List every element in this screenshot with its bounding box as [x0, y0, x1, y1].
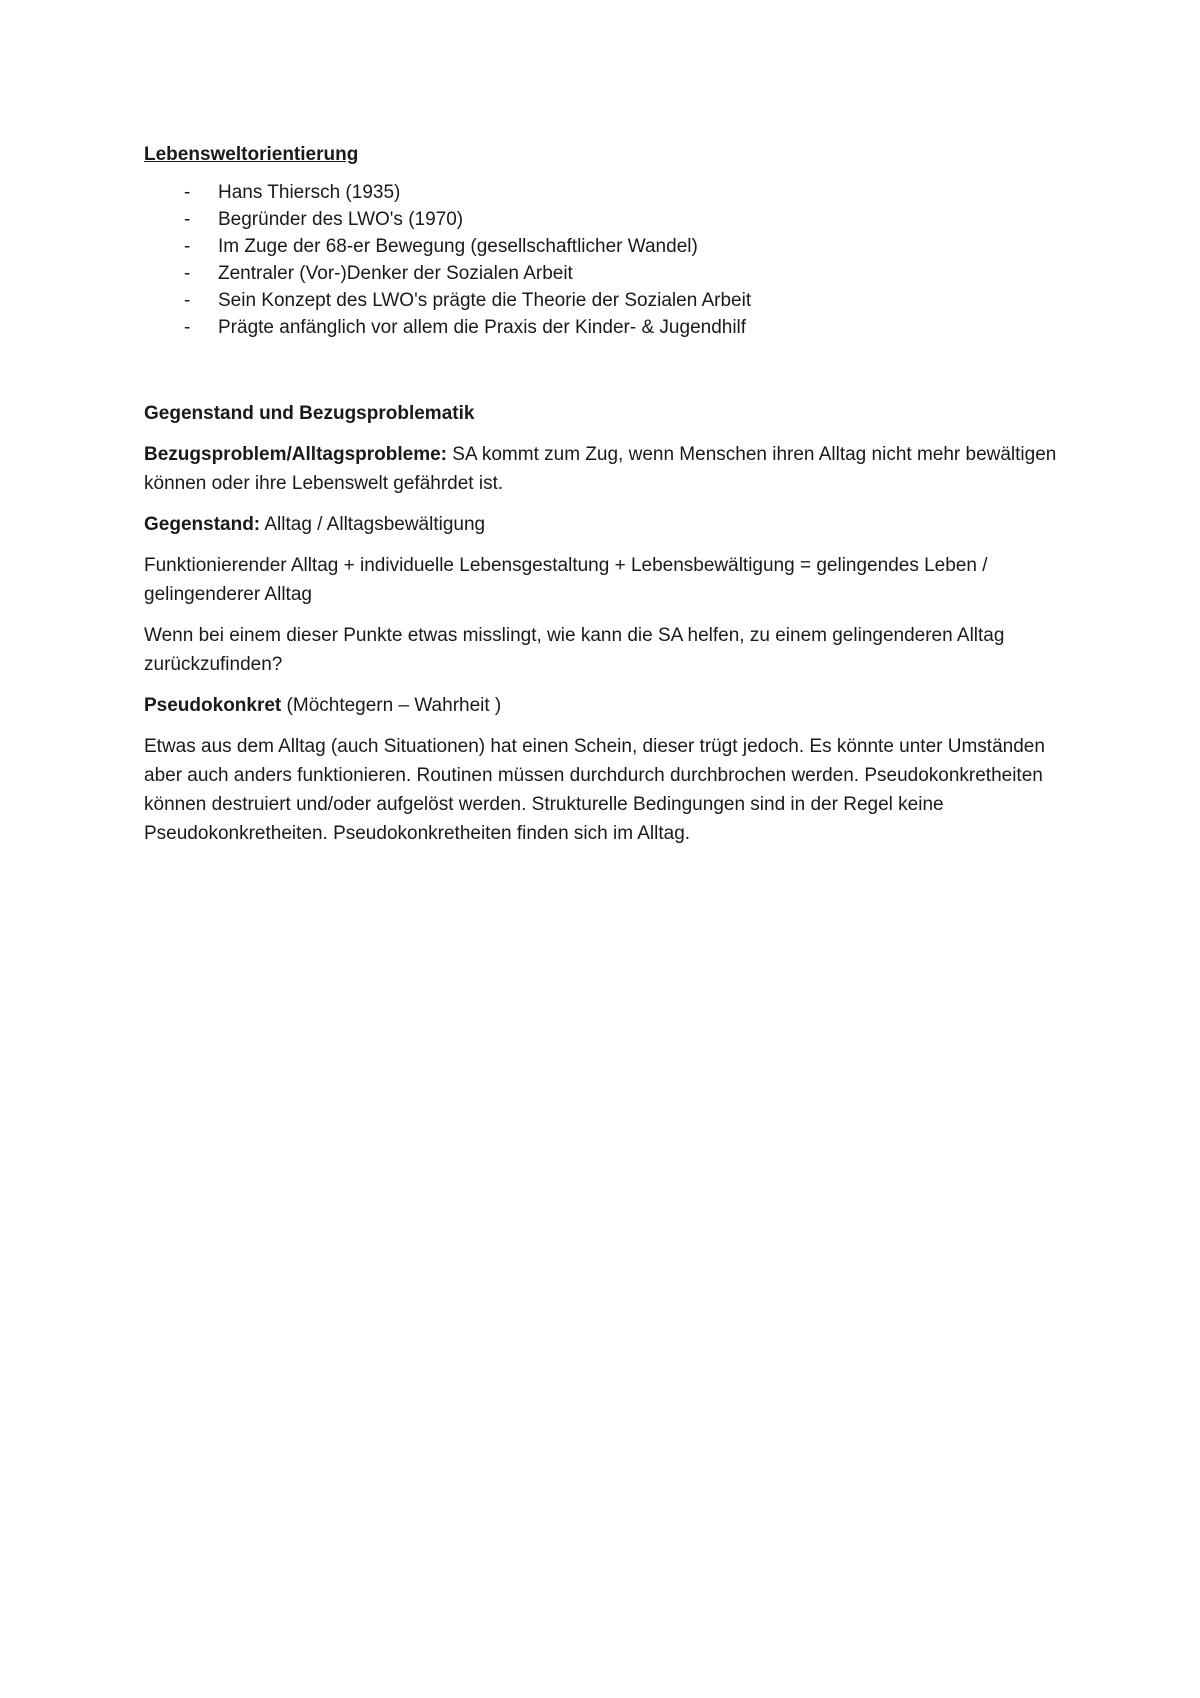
list-item-text: Hans Thiersch (1935): [218, 182, 401, 203]
list-item-text: Sein Konzept des LWO's prägte die Theorie der Sozialen Arbeit: [218, 290, 752, 311]
list-item: [144, 260, 1064, 287]
paragraph-label: Bezugsproblem/Alltagsprobleme:: [144, 444, 447, 465]
list-item: [144, 179, 1064, 206]
paragraph-text: Etwas aus dem Alltag (auch Situationen) hat einen Schein, dieser trügt jedoch. Es könnte unter Umständen aber auch anders funktionieren. Routinen müssen durchdurch durchbrochen werden. Pseudokonkretheiten können destruiert und/oder aufgelöst werden. Strukturelle Bedingungen sind in der Regel keine Pseudokonkretheiten. Pseudokonkretheiten finden sich im Alltag.: [144, 736, 1045, 844]
dash-marker: -: [184, 317, 191, 338]
paragraph-bezugsproblem: [144, 440, 1064, 498]
list-item: [144, 233, 1064, 260]
list-item-text: Begründer des LWO's (1970): [218, 209, 464, 230]
paragraph-text: Funktionierender Alltag + individuelle Lebensgestaltung + Lebensbewältigung = gelingendes Leben / gelingenderer Alltag: [144, 555, 988, 605]
list-item-text: Prägte anfänglich vor allem die Praxis der Kinder- & Jugendhilf: [218, 317, 747, 338]
list-item: [144, 287, 1064, 314]
list-item-text: Im Zuge der 68-er Bewegung (gesellschaftlicher Wandel): [218, 236, 698, 257]
bullet-list: [144, 179, 1064, 341]
paragraph-label: Pseudokonkret: [144, 695, 282, 716]
paragraph-gegenstand: [144, 510, 1064, 539]
dash-marker: -: [184, 236, 191, 257]
document-title: Lebensweltorientierung: [144, 144, 359, 165]
list-item: [144, 206, 1064, 233]
dash-marker: -: [184, 290, 191, 311]
paragraph-text: SA kommt zum Zug, wenn Menschen ihren Alltag nicht mehr bewältigen können oder ihre Lebenswelt gefährdet ist.: [144, 444, 1057, 494]
paragraph-label: Gegenstand:: [144, 514, 261, 535]
list-item-text: Zentraler (Vor-)Denker der Sozialen Arbeit: [218, 263, 573, 284]
section-heading: Gegenstand und Bezugsproblematik: [144, 403, 475, 424]
paragraph-explanation: [144, 732, 1064, 848]
paragraph-text: Wenn bei einem dieser Punkte etwas misslingt, wie kann die SA helfen, zu einem gelingenderen Alltag zurückzufinden?: [144, 625, 1005, 675]
dash-marker: -: [184, 182, 191, 203]
dash-marker: -: [184, 209, 191, 230]
document-page: [144, 140, 1064, 860]
paragraph-text: Alltag / Alltagsbewältigung: [260, 514, 486, 535]
paragraph-text: (Möchtegern – Wahrheit ): [281, 695, 502, 716]
paragraph-pseudokonkret: [144, 691, 1064, 720]
paragraph-formula: [144, 551, 1064, 609]
dash-marker: -: [184, 263, 191, 284]
list-item: [144, 314, 1064, 341]
paragraph-question: [144, 621, 1064, 679]
